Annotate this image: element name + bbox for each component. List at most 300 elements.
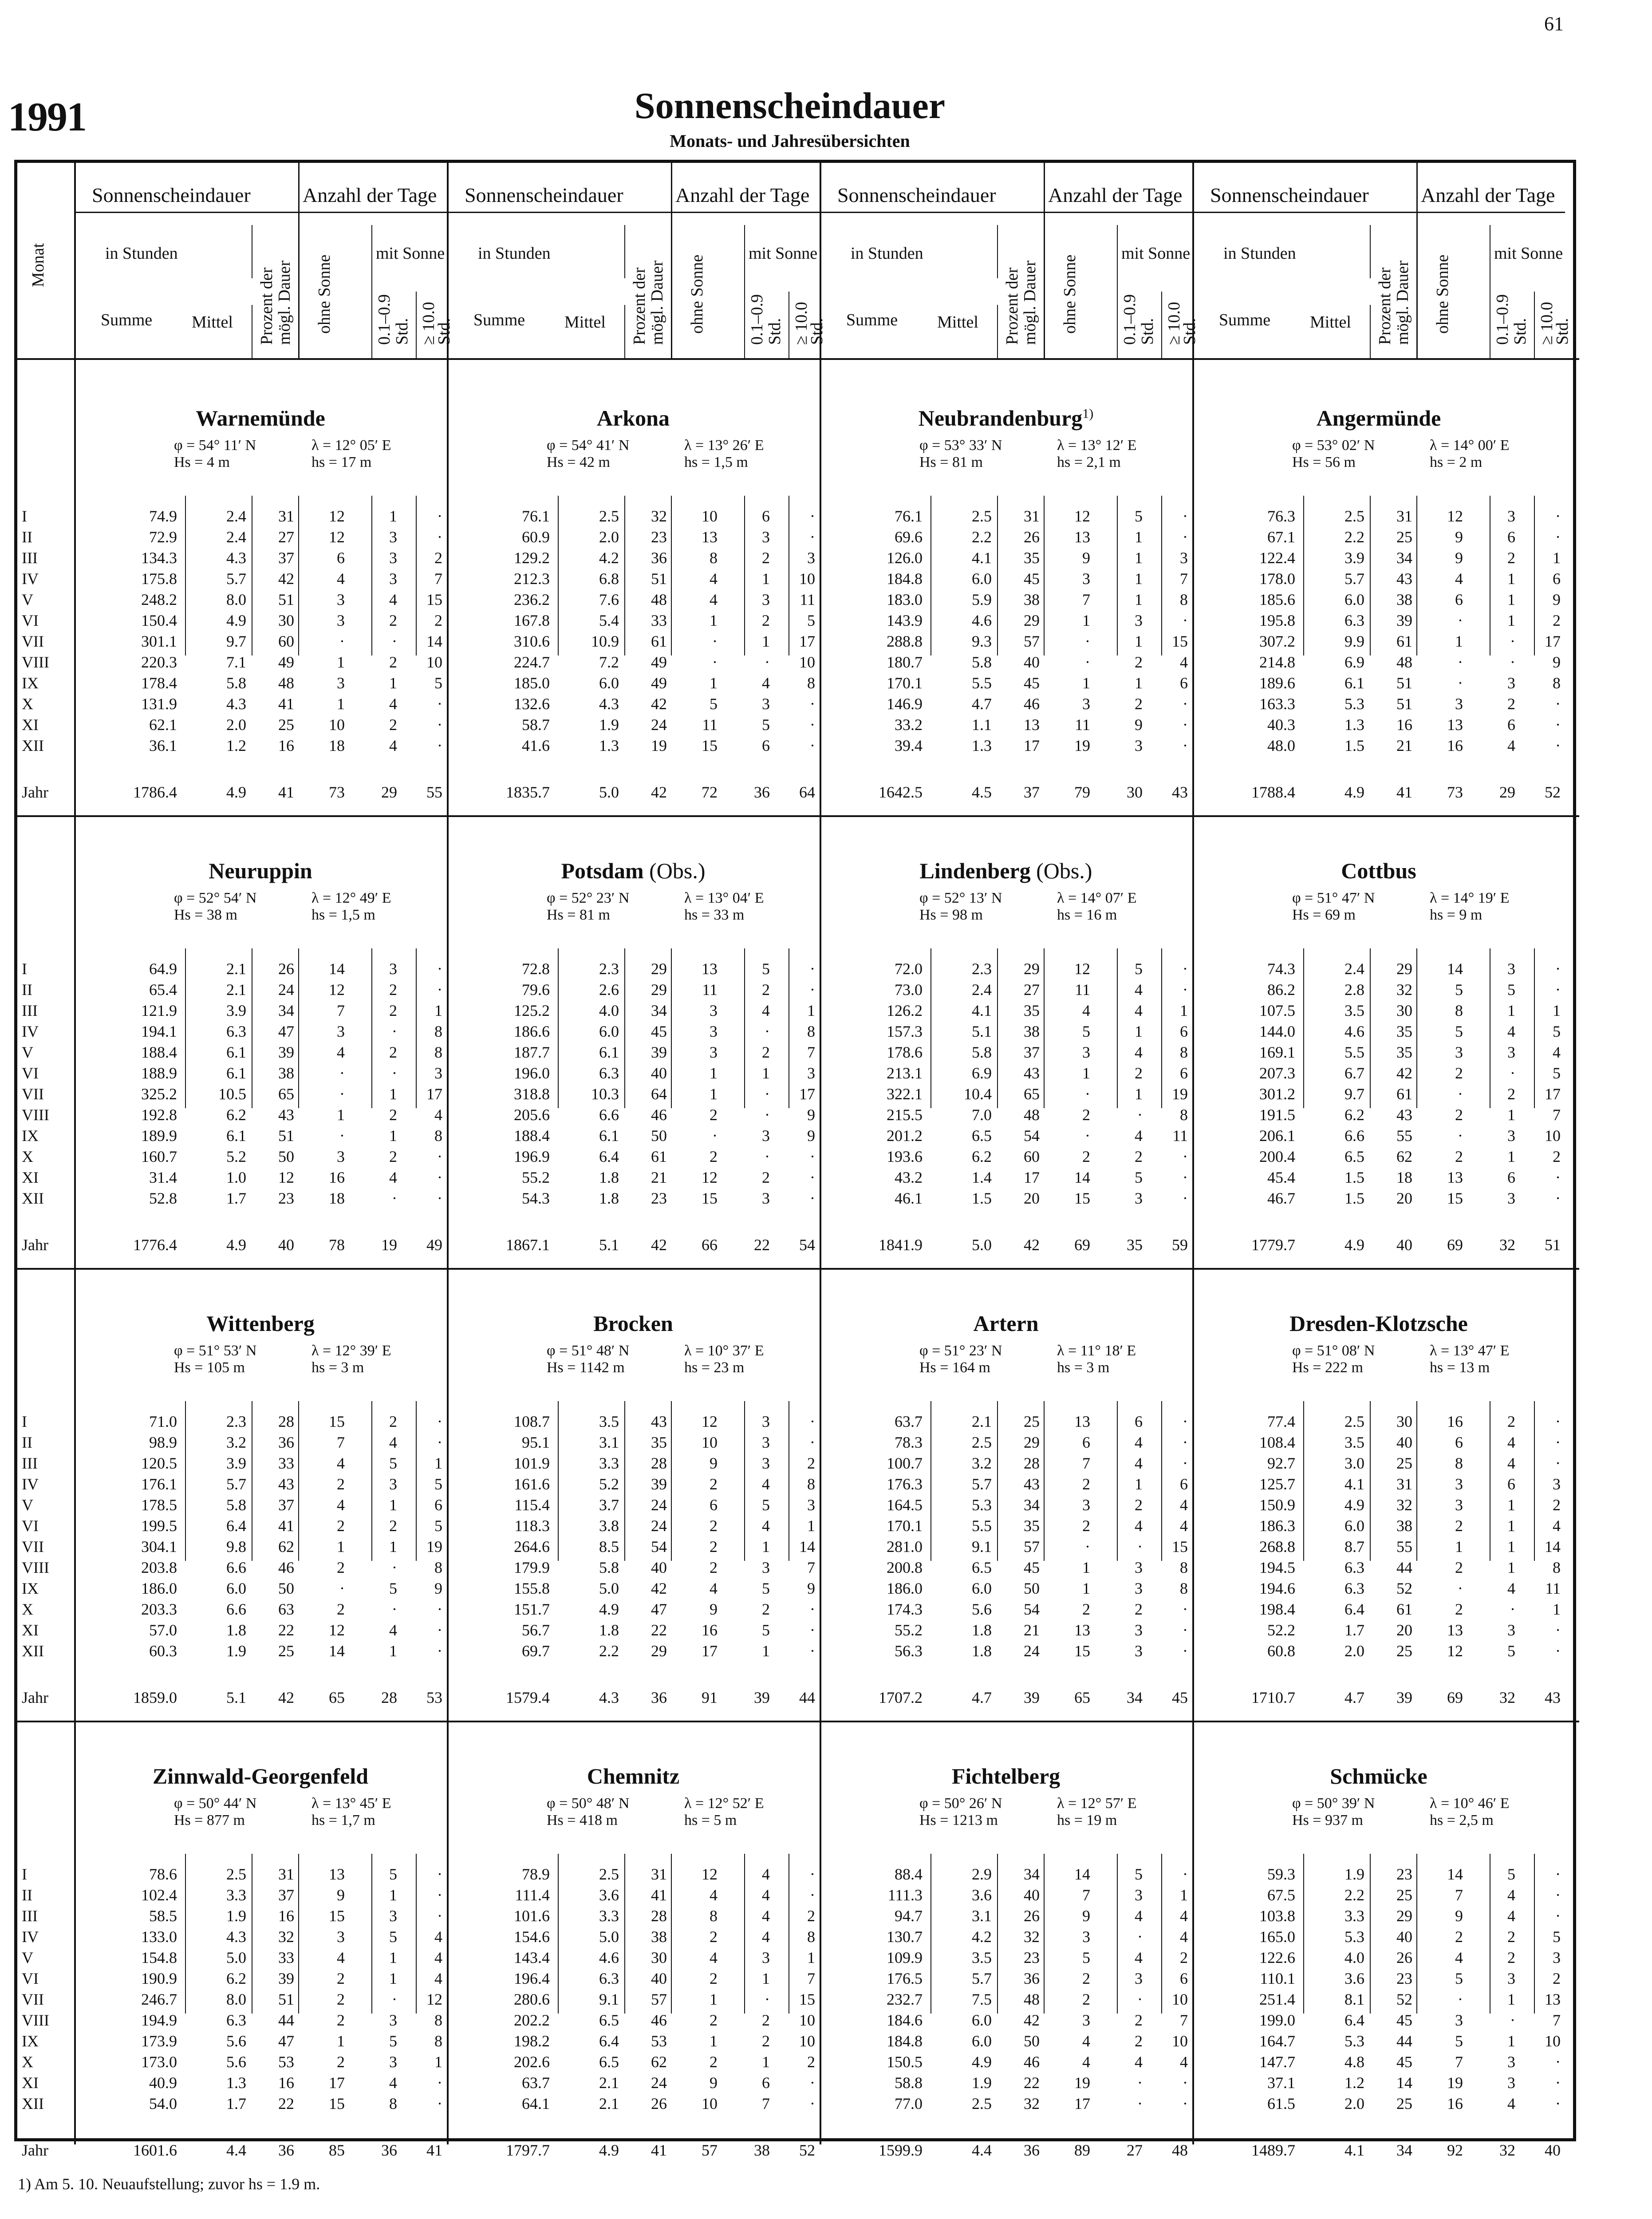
table-cell: 12	[329, 507, 345, 525]
table-cell: 8	[434, 1023, 442, 1040]
table-cell: 6.0	[1344, 1517, 1364, 1535]
table-cell: 40	[1024, 653, 1040, 671]
table-cell: 248.2	[141, 591, 177, 608]
table-cell: 14	[1074, 1865, 1090, 1883]
table-cell: 57	[1024, 632, 1040, 650]
table-cell: 3	[1507, 1127, 1515, 1145]
table-cell: 51	[278, 1990, 294, 2008]
table-cell: 31	[278, 1865, 294, 1883]
table-cell: ·	[765, 1106, 770, 1124]
table-cell: 1	[762, 2053, 770, 2071]
table-cell: 4.6	[599, 1949, 619, 1966]
table-cell: 9	[710, 1600, 718, 1618]
table-cell: ·	[437, 1642, 442, 1660]
table-cell: 52.8	[149, 1189, 177, 1207]
table-cell: 9.7	[1344, 1085, 1364, 1103]
table-cell: 4	[710, 591, 718, 608]
table-cell: 174.3	[887, 1600, 923, 1618]
table-cell: 5.5	[1344, 1043, 1364, 1061]
table-cell: 6	[1455, 591, 1463, 608]
table-cell: 42	[651, 1579, 667, 1597]
table-cell: 3	[389, 528, 397, 546]
page-number: 61	[1544, 13, 1564, 35]
table-cell: 6	[1180, 1023, 1188, 1040]
table-cell: 3	[1507, 1621, 1515, 1639]
table-cell: ·	[1555, 1189, 1561, 1207]
table-cell: 9	[337, 1886, 345, 1904]
table-cell: ·	[1183, 507, 1188, 525]
table-cell: 2	[1553, 1970, 1561, 1987]
table-cell: 43	[278, 1475, 294, 1493]
table-cell: ·	[1555, 1454, 1561, 1472]
table-cell: ·	[1085, 653, 1090, 671]
table-cell: 23	[651, 1189, 667, 1207]
table-cell-year: 1786.4	[133, 783, 177, 801]
table-cell: 9	[710, 2074, 718, 2092]
table-cell: 3	[1507, 2074, 1515, 2092]
table-cell: 6.5	[972, 1559, 992, 1576]
table-cell: 8	[807, 1475, 815, 1493]
table-cell: 36	[651, 549, 667, 567]
table-cell: 6	[1507, 716, 1515, 734]
in-stunden-header: in Stunden	[851, 244, 923, 263]
table-cell: 13	[1074, 1413, 1090, 1430]
table-cell: 2.0	[599, 528, 619, 546]
table-cell: 11	[800, 591, 815, 608]
station-elevation: Hs = 418 m	[547, 1812, 618, 1828]
station-name-text: Arkona	[597, 406, 670, 430]
table-cell: 28	[651, 1454, 667, 1472]
in-stunden-header: in Stunden	[1223, 244, 1296, 263]
table-cell: 1.7	[226, 1189, 246, 1207]
jahr-label: Jahr	[22, 2141, 48, 2159]
prozent-header-2: mögl. Dauer	[1021, 261, 1039, 345]
table-cell: 1.9	[972, 2074, 992, 2092]
station-name-text: Angermünde	[1316, 406, 1441, 430]
header-column-line	[744, 225, 745, 358]
station-name	[820, 1765, 1192, 1787]
table-cell: 5	[807, 612, 815, 629]
table-cell: 30	[278, 612, 294, 629]
table-cell: 57.0	[149, 1621, 177, 1639]
table-cell: 31	[1396, 1475, 1412, 1493]
table-cell: 2.5	[599, 1865, 619, 1883]
table-cell: 2	[1507, 549, 1515, 567]
table-cell: 8	[1180, 1106, 1188, 1124]
table-cell: 9.3	[972, 632, 992, 650]
table-cell-year: 36	[651, 1689, 667, 1706]
table-cell: 3.2	[972, 1454, 992, 1472]
table-cell: 23	[1024, 1949, 1040, 1966]
table-cell: 2	[1135, 1496, 1143, 1514]
table-cell: 12	[1447, 1642, 1463, 1660]
station-name-text: Wittenberg	[206, 1311, 315, 1336]
station-latitude: φ = 51° 53′ N	[174, 1342, 257, 1359]
table-cell: 36	[1024, 1970, 1040, 1987]
table-cell: 4	[1455, 570, 1463, 588]
station-name	[820, 1312, 1192, 1335]
table-cell: ·	[1137, 2095, 1143, 2112]
table-cell: 42	[1396, 1064, 1412, 1082]
table-cell: ·	[392, 1064, 397, 1082]
table-cell: ·	[810, 981, 815, 999]
table-cell: 4.3	[226, 695, 246, 713]
station-name	[1192, 1765, 1565, 1787]
table-cell: 19	[1172, 1085, 1188, 1103]
table-cell: 53	[278, 2053, 294, 2071]
table-cell: ·	[1458, 1127, 1463, 1145]
table-cell: 4	[1507, 1886, 1515, 1904]
month-label: VI	[22, 1064, 39, 1082]
table-cell: 198.2	[514, 2032, 550, 2050]
table-cell: 1	[1135, 549, 1143, 567]
table-cell: 304.1	[141, 1538, 177, 1556]
station-name	[820, 860, 1192, 882]
station-elevation: Hs = 42 m	[547, 454, 610, 470]
table-cell: 2	[1553, 1148, 1561, 1165]
table-cell: 1	[762, 1642, 770, 1660]
table-cell: 38	[1396, 591, 1412, 608]
table-cell: 3	[1135, 1559, 1143, 1576]
table-cell: 28	[1024, 1454, 1040, 1472]
table-cell: 63.7	[895, 1413, 923, 1430]
table-cell: 3	[1135, 1189, 1143, 1207]
table-cell: 8.5	[599, 1538, 619, 1556]
table-cell: 1	[389, 507, 397, 525]
mit-sonne-header: mit Sonne	[1121, 244, 1191, 263]
range-low-header: 0.1–0.9	[748, 294, 766, 345]
table-cell: 1	[337, 695, 345, 713]
table-cell: 203.8	[141, 1559, 177, 1576]
table-cell: 173.0	[141, 2053, 177, 2071]
table-cell: 53	[651, 2032, 667, 2050]
table-cell: 27	[1024, 981, 1040, 999]
table-cell: 2	[1455, 1559, 1463, 1576]
month-label: VII	[22, 632, 44, 650]
table-cell: 3.3	[226, 1886, 246, 1904]
table-cell: 4	[337, 1454, 345, 1472]
table-cell: 109.9	[887, 1949, 923, 1966]
table-cell-year: 59	[1172, 1236, 1188, 1254]
table-cell: 9	[710, 1454, 718, 1472]
table-cell: 15	[702, 737, 718, 754]
table-cell: 37	[1024, 1043, 1040, 1061]
table-cell: 63.7	[522, 2074, 550, 2092]
table-cell: 1.8	[599, 1621, 619, 1639]
table-cell: 4	[1082, 1002, 1090, 1019]
table-cell: 1.7	[226, 2095, 246, 2112]
table-cell: 1	[710, 1064, 718, 1082]
table-cell: 46.1	[895, 1189, 923, 1207]
table-cell: ·	[1183, 716, 1188, 734]
station-latitude: φ = 52° 13′ N	[919, 890, 1002, 906]
table-cell: 176.1	[141, 1475, 177, 1493]
table-cell: 12	[702, 1865, 718, 1883]
table-cell: 1	[1082, 674, 1090, 692]
station-name-text: Brocken	[593, 1311, 673, 1336]
table-cell: 3	[1135, 1642, 1143, 1660]
table-cell: 5	[762, 1621, 770, 1639]
mittel-header: Mittel	[564, 313, 606, 332]
table-cell: 2	[389, 612, 397, 629]
table-cell: 13	[1447, 716, 1463, 734]
table-cell: 2	[710, 1106, 718, 1124]
table-cell: 13	[1447, 1169, 1463, 1186]
table-cell: 1.5	[1344, 1169, 1364, 1186]
month-label: XII	[22, 2095, 44, 2112]
table-cell-year: 42	[651, 783, 667, 801]
table-cell: 268.8	[1259, 1538, 1295, 1556]
range-low-header: 0.1–0.9	[1493, 294, 1512, 345]
table-cell-year: 43	[1172, 783, 1188, 801]
prozent-header: Prozent der	[630, 267, 649, 345]
table-cell: 12	[329, 981, 345, 999]
month-label: I	[22, 960, 27, 978]
table-cell: 51	[1396, 695, 1412, 713]
range-low-header-2: Std.	[393, 318, 411, 345]
table-cell: 102.4	[141, 1886, 177, 1904]
station-elevation: Hs = 56 m	[1292, 454, 1356, 470]
table-cell: 74.9	[149, 507, 177, 525]
table-cell: 13	[702, 960, 718, 978]
table-cell: 26	[278, 960, 294, 978]
table-cell: 13	[1545, 1990, 1561, 2008]
table-cell: 118.3	[514, 1517, 550, 1535]
table-cell: 3	[1507, 960, 1515, 978]
table-cell: ·	[1555, 2053, 1561, 2071]
table-cell: 186.6	[514, 1023, 550, 1040]
table-cell: 5.8	[226, 1496, 246, 1514]
table-cell: 3.6	[599, 1886, 619, 1904]
table-cell: 10	[702, 507, 718, 525]
table-cell: 264.6	[514, 1538, 550, 1556]
table-cell: 5	[1135, 960, 1143, 978]
table-cell-year: 1707.2	[879, 1689, 923, 1706]
station-name-text: Fichtelberg	[951, 1764, 1061, 1789]
table-cell: 60	[1024, 1148, 1040, 1165]
table-cell: ·	[810, 1169, 815, 1186]
table-cell: 5.3	[1344, 2032, 1364, 2050]
table-cell: 3	[762, 591, 770, 608]
table-cell: 6.3	[599, 1970, 619, 1987]
table-cell-year: 69	[1074, 1236, 1090, 1254]
table-cell: ·	[1183, 1600, 1188, 1618]
table-cell: 4	[1135, 2053, 1143, 2071]
table-cell: 4	[1180, 1496, 1188, 1514]
table-cell: 115.4	[514, 1496, 550, 1514]
month-label: IV	[22, 1475, 39, 1493]
table-cell-year: 66	[702, 1236, 718, 1254]
table-cell: 4	[1507, 1907, 1515, 1925]
table-cell: 1	[1135, 674, 1143, 692]
table-cell: 26	[1396, 1949, 1412, 1966]
table-cell: 6.1	[1344, 674, 1364, 692]
table-cell-year: 1867.1	[506, 1236, 550, 1254]
table-cell: 31	[1024, 507, 1040, 525]
table-cell: 77.4	[1267, 1413, 1295, 1430]
table-cell: ·	[1085, 1127, 1090, 1145]
header-column-line	[416, 292, 417, 358]
table-cell-year: 4.7	[1344, 1689, 1364, 1706]
table-cell: 2	[1455, 1148, 1463, 1165]
table-cell: 2.1	[599, 2095, 619, 2112]
prozent-header-2: mögl. Dauer	[648, 261, 666, 345]
month-label: I	[22, 1865, 27, 1883]
table-cell: 4	[1135, 1043, 1143, 1061]
table-cell: 194.9	[141, 2011, 177, 2029]
table-cell: 186.0	[887, 1579, 923, 1597]
table-cell: 1	[389, 674, 397, 692]
table-cell: 3	[807, 1064, 815, 1082]
table-cell: 1	[1135, 528, 1143, 546]
table-cell: 6.4	[1344, 2011, 1364, 2029]
table-cell: ·	[1183, 1642, 1188, 1660]
table-cell: ·	[1555, 960, 1561, 978]
station-longitude: λ = 11° 18′ E	[1057, 1342, 1136, 1359]
table-cell: 4	[1180, 1928, 1188, 1946]
table-cell: 301.2	[1259, 1085, 1295, 1103]
table-cell: ·	[1183, 695, 1188, 713]
table-cell: 4	[389, 1169, 397, 1186]
sonnenscheindauer-header: Sonnenscheindauer	[92, 184, 251, 206]
table-cell: 5.3	[972, 1496, 992, 1514]
table-cell: 9.9	[1344, 632, 1364, 650]
table-cell: 6.3	[1344, 612, 1364, 629]
table-cell: 6.4	[599, 1148, 619, 1165]
table-cell: 6.8	[599, 570, 619, 588]
table-cell: 45	[1396, 2053, 1412, 2071]
table-cell: 188.4	[141, 1043, 177, 1061]
table-cell: 4	[389, 1433, 397, 1451]
table-cell: 51	[651, 570, 667, 588]
table-cell: 8	[1553, 1559, 1561, 1576]
table-cell: 2	[1553, 1496, 1561, 1514]
table-cell: 10	[1545, 2032, 1561, 2050]
table-cell: 22	[1024, 2074, 1040, 2092]
table-cell: 8	[1455, 1002, 1463, 1019]
table-cell: 2.0	[226, 716, 246, 734]
table-cell-year: 1579.4	[506, 1689, 550, 1706]
table-cell-year: 89	[1074, 2141, 1090, 2159]
station-name-text: Lindenberg	[919, 858, 1031, 883]
table-cell: 3	[1082, 1043, 1090, 1061]
table-cell: 79.6	[522, 981, 550, 999]
table-cell: 3	[1507, 1189, 1515, 1207]
table-cell: 194.6	[1259, 1579, 1295, 1597]
table-cell: 14	[1447, 960, 1463, 978]
table-cell: 78.3	[895, 1433, 923, 1451]
header-column-line	[1416, 212, 1417, 358]
table-cell: 3.6	[972, 1886, 992, 1904]
table-cell: 1	[1135, 570, 1143, 588]
table-cell: 19	[1074, 2074, 1090, 2092]
table-cell: 3	[1135, 1970, 1143, 1987]
table-cell: 2	[1507, 1085, 1515, 1103]
table-cell: 41	[651, 1886, 667, 1904]
table-cell: 206.1	[1259, 1127, 1295, 1145]
table-cell: 178.5	[141, 1496, 177, 1514]
table-cell-year: 4.9	[1344, 1236, 1364, 1254]
table-cell: 62	[278, 1538, 294, 1556]
table-cell: ·	[712, 1127, 718, 1145]
month-label: IV	[22, 1023, 39, 1040]
table-cell: 5	[1135, 1865, 1143, 1883]
table-cell: 38	[651, 1928, 667, 1946]
prozent-header-2: mögl. Dauer	[275, 261, 294, 345]
table-cell: 39	[651, 1475, 667, 1493]
month-label: I	[22, 1413, 27, 1430]
table-cell: 40	[651, 1970, 667, 1987]
month-label: III	[22, 1454, 38, 1472]
table-cell: 3.8	[599, 1517, 619, 1535]
table-cell: 186.0	[141, 1579, 177, 1597]
table-cell: 1	[337, 1106, 345, 1124]
header-column-line	[298, 212, 299, 358]
table-cell: 157.3	[887, 1023, 923, 1040]
table-cell: 150.5	[887, 2053, 923, 2071]
table-cell: 5	[389, 1865, 397, 1883]
table-cell: ·	[810, 1886, 815, 1904]
table-cell: 5	[762, 960, 770, 978]
table-cell: ·	[437, 528, 442, 546]
table-cell: 1	[1135, 1475, 1143, 1493]
station-sensor-height: hs = 17 m	[311, 454, 372, 470]
table-cell: 6.3	[599, 1064, 619, 1082]
month-label: IX	[22, 2032, 39, 2050]
month-label: VII	[22, 1538, 44, 1556]
table-cell-year: 1601.6	[133, 2141, 177, 2159]
table-cell: 3.9	[226, 1002, 246, 1019]
table-cell: 76.1	[522, 507, 550, 525]
table-cell: 2	[1455, 1928, 1463, 1946]
table-cell: 38	[278, 1064, 294, 1082]
table-cell: 8	[710, 1907, 718, 1925]
table-cell: 215.5	[887, 1106, 923, 1124]
station-elevation: Hs = 877 m	[174, 1812, 245, 1828]
station-name	[447, 1312, 820, 1335]
table-cell-year: 52	[1545, 783, 1561, 801]
table-cell: ·	[1085, 632, 1090, 650]
table-cell: 1	[434, 1454, 442, 1472]
table-cell: 43	[1396, 1106, 1412, 1124]
table-cell: 36.1	[149, 737, 177, 754]
table-cell: 32	[1396, 1496, 1412, 1514]
table-cell: 4	[1135, 1949, 1143, 1966]
range-low-header: 0.1–0.9	[375, 294, 394, 345]
table-cell: 7	[1455, 2053, 1463, 2071]
month-label: II	[22, 528, 32, 546]
table-cell: 6.1	[226, 1043, 246, 1061]
table-cell: 3.7	[599, 1496, 619, 1514]
station-name	[74, 860, 447, 882]
table-cell: 5	[1082, 1949, 1090, 1966]
table-cell: 5	[762, 716, 770, 734]
table-cell: 33	[651, 612, 667, 629]
table-cell: 103.8	[1259, 1907, 1295, 1925]
table-cell: 38	[1396, 1517, 1412, 1535]
table-cell: 6	[1455, 1433, 1463, 1451]
table-cell: 1	[1507, 1496, 1515, 1514]
table-cell: 6	[337, 549, 345, 567]
month-label: XII	[22, 1642, 44, 1660]
table-cell-year: 79	[1074, 783, 1090, 801]
table-cell-year: 64	[799, 783, 815, 801]
table-cell: 1.3	[1344, 716, 1364, 734]
table-cell: 61	[651, 1148, 667, 1165]
table-cell: ·	[437, 2095, 442, 2112]
table-cell: 69.6	[895, 528, 923, 546]
table-cell: 10	[799, 2011, 815, 2029]
